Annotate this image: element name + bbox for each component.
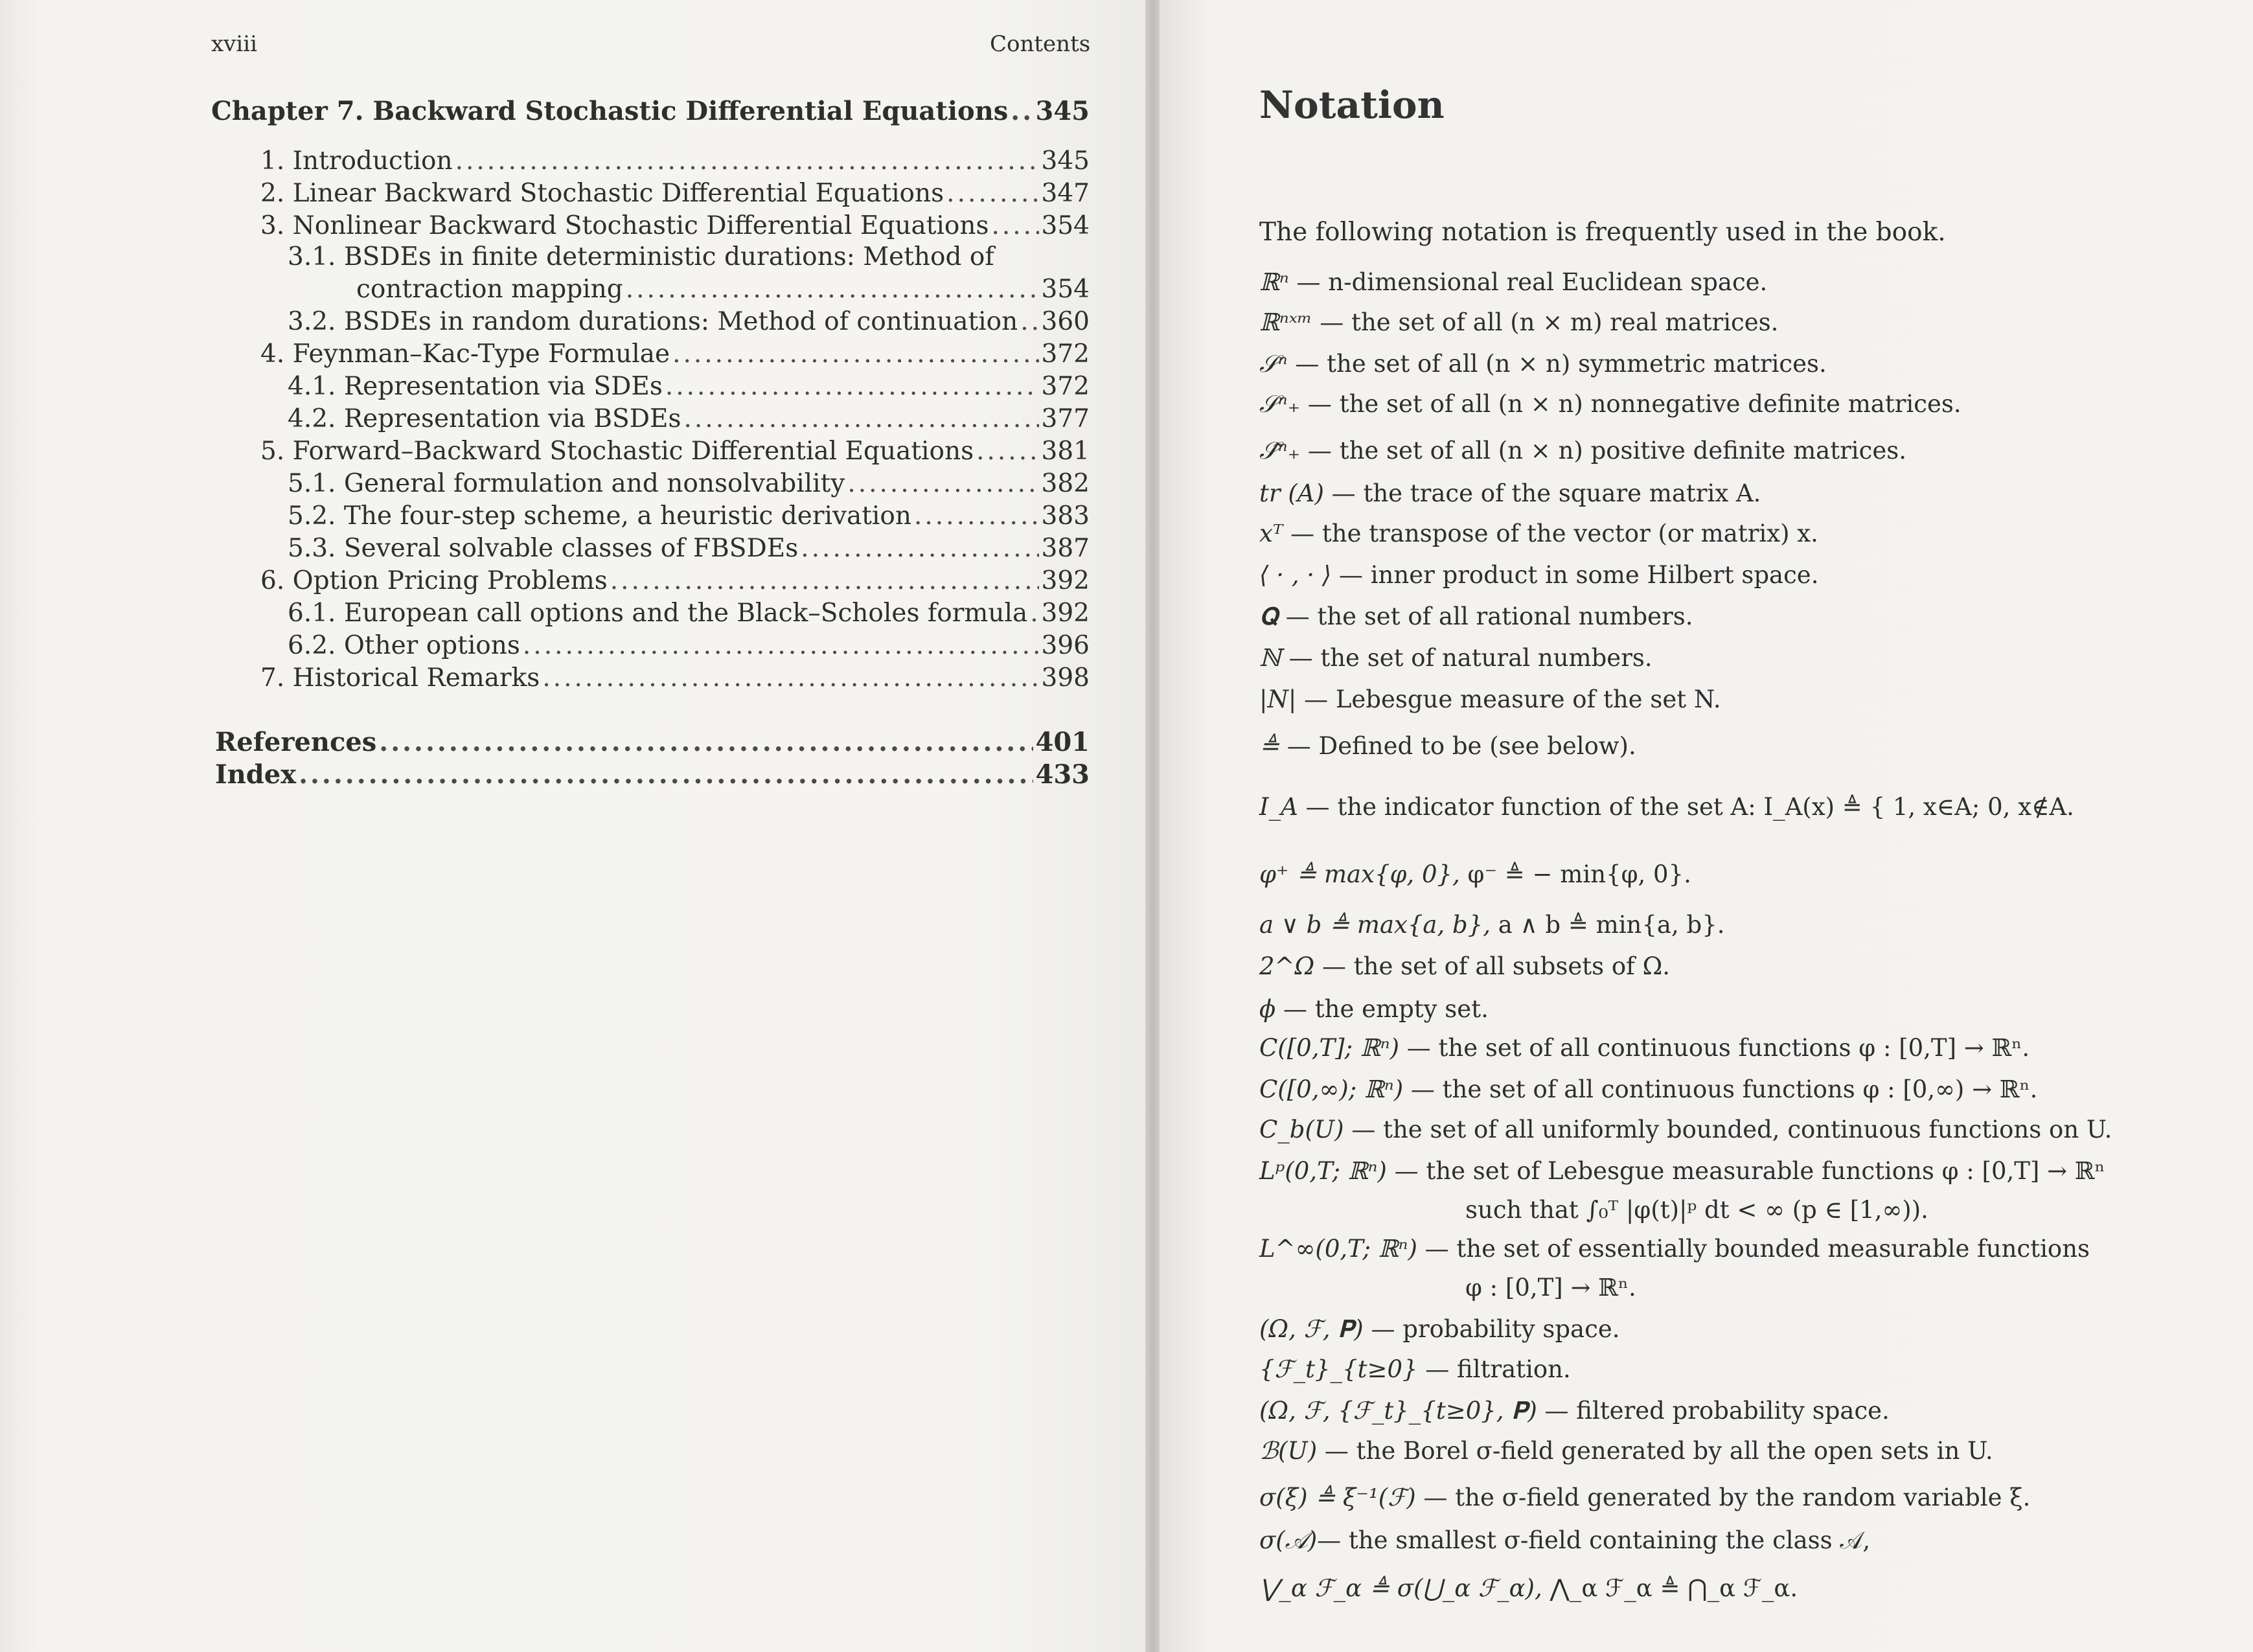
toc-entry: 5.2. The four-step scheme, a heuristic derivation ..... 383	[288, 501, 1090, 531]
notation-entry	[1259, 793, 2074, 821]
notation-symbol: 𝒮̂ⁿ₊	[1259, 437, 1301, 465]
toc-entry: 3.2. BSDEs in random durations: Method of continuation ..... 360	[288, 307, 1090, 336]
notation-entry	[1259, 308, 1778, 336]
notation-description: — the empty set.	[1275, 995, 1489, 1023]
toc-entry: 3. Nonlinear Backward Stochastic Differential Equations ..... 354	[260, 211, 1090, 240]
notation-description: — the set of natural numbers.	[1281, 644, 1653, 672]
notation-description: — the set of all (n × m) real matrices.	[1312, 308, 1779, 336]
notation-symbol: 𝒮ⁿ₊	[1259, 390, 1301, 418]
notation-symbol: ϕ	[1259, 995, 1276, 1023]
notation-entry	[1259, 1526, 1870, 1555]
notation-symbol: I_A	[1259, 793, 1298, 821]
notation-entry	[1259, 479, 1761, 507]
notation-entry	[1259, 1574, 1798, 1602]
toc-entry: 2. Linear Backward Stochastic Differential Equations ..... 347	[260, 179, 1090, 208]
toc-entry: 5.1. General formulation and nonsolvability ..... 382	[288, 469, 1090, 498]
toc-entry: 4. Feynman–Kac-Type Formulae ..... 372	[260, 339, 1090, 369]
notation-symbol: 𝒮ⁿ	[1259, 350, 1288, 378]
toc-references: References ..... 401	[215, 727, 1090, 757]
notation-symbol: ℝⁿˣᵐ	[1259, 308, 1312, 336]
notation-description: — the indicator function of the set A: I_A(x) ≜ { 1, x∈A; 0, x∉A.	[1298, 793, 2074, 821]
notation-description: — the trace of the square matrix A.	[1323, 479, 1761, 507]
notation-description: — Defined to be (see below).	[1279, 732, 1636, 760]
toc-entry: 4.1. Representation via SDEs ..... 372	[288, 372, 1090, 401]
notation-description: — the Borel σ-field generated by all the open sets in U.	[1317, 1437, 1993, 1465]
notation-symbol: ℬ(U)	[1259, 1437, 1318, 1465]
notation-description: — the set of all rational numbers.	[1277, 602, 1693, 630]
notation-description: — the set of all (n × n) positive definite matrices.	[1300, 437, 1906, 465]
notation-description: — the set of essentially bounded measurable functions	[1417, 1235, 2090, 1263]
notation-entry	[1259, 1484, 2030, 1511]
toc-chapter-7: Chapter 7. Backward Stochastic Differential Equations ..... 345	[211, 96, 1090, 126]
notation-symbol: 2^Ω	[1259, 952, 1315, 980]
notation-entry	[1259, 995, 1489, 1023]
notation-entry	[1465, 1196, 1928, 1224]
notation-entry	[1259, 1116, 2112, 1143]
notation-description: — the σ-field generated by the random variable ξ.	[1415, 1484, 2031, 1511]
notation-entry	[1259, 1315, 1619, 1344]
notation-description: — the set of all uniformly bounded, continuous functions on U.	[1344, 1116, 2112, 1143]
notation-symbol: C_b(U)	[1259, 1116, 1344, 1143]
notation-description: — Lebesgue measure of the set N.	[1296, 685, 1721, 713]
notation-symbol: σ(ξ) ≜ ξ⁻¹(ℱ)	[1259, 1484, 1416, 1511]
toc-entry: 7. Historical Remarks ..... 398	[260, 663, 1090, 693]
notation-entry	[1259, 911, 1725, 939]
notation-description: such that ∫₀ᵀ |φ(t)|ᵖ dt < ∞ (p ∈ [1,∞)).	[1465, 1196, 1928, 1224]
notation-entry	[1259, 350, 1827, 378]
notation-entry	[1259, 952, 1670, 980]
notation-description: — the set of all continuous functions φ : [0,∞) → ℝⁿ.	[1403, 1075, 2038, 1103]
notation-symbol: Lᵖ(0,T; ℝⁿ)	[1259, 1157, 1387, 1185]
notation-symbol: tr (A)	[1259, 479, 1324, 507]
notation-symbol: ⟨ · , · ⟩	[1259, 561, 1332, 589]
notation-symbol: φ⁺ ≜ max{φ, 0},	[1259, 860, 1460, 888]
notation-description: — n-dimensional real Euclidean space.	[1288, 268, 1768, 296]
toc-entry: 5. Forward–Backward Stochastic Differential Equations ..... 381	[260, 437, 1090, 466]
notation-symbol: σ(𝒜)	[1259, 1526, 1318, 1554]
toc-entry: 5.3. Several solvable classes of FBSDEs ..... 387	[288, 534, 1090, 563]
notation-symbol: ⋁_α ℱ_α ≜ σ(⋃_α ℱ_α),	[1259, 1574, 1542, 1602]
page-number: xviii	[211, 31, 258, 57]
notation-entry	[1259, 1397, 1890, 1425]
notation-entry	[1259, 602, 1693, 631]
notation-description: ⋀_α ℱ_α ≜ ⋂_α ℱ_α.	[1542, 1574, 1798, 1602]
notation-description: — the set of all (n × n) symmetric matrices.	[1287, 350, 1827, 378]
notation-description: a ∧ b ≜ min{a, b}.	[1491, 911, 1725, 939]
notation-symbol: C([0,∞); ℝⁿ)	[1259, 1075, 1404, 1103]
notation-description: — inner product in some Hilbert space.	[1331, 561, 1819, 589]
notation-intro: The following notation is frequently used in the book.	[1259, 218, 1946, 247]
notation-description: — filtered probability space.	[1537, 1397, 1890, 1425]
notation-symbol: L^∞(0,T; ℝⁿ)	[1259, 1235, 1417, 1263]
notation-symbol: a ∨ b ≜ max{a, b},	[1259, 911, 1491, 939]
notation-entry	[1259, 644, 1653, 672]
toc-entry: 6. Option Pricing Problems ..... 392	[260, 566, 1090, 595]
notation-symbol: (Ω, ℱ, {ℱ_t}_{t≥0}, 𝐏)	[1259, 1397, 1537, 1425]
notation-symbol: ℝⁿ	[1259, 268, 1289, 296]
toc-entry: 6.1. European call options and the Black–Scholes formula ..... 392	[288, 599, 1090, 628]
notation-symbol: ℕ	[1259, 644, 1281, 672]
notation-entry	[1259, 1355, 1571, 1383]
notation-symbol: ≜	[1259, 732, 1280, 760]
toc-index: Index ..... 433	[215, 759, 1090, 790]
notation-entry	[1259, 1235, 2090, 1263]
notation-description: — the set of Lebesgue measurable functions φ : [0,T] → ℝⁿ	[1386, 1157, 2105, 1185]
notation-description: — the smallest σ-field containing the class 𝒜,	[1317, 1526, 1871, 1554]
notation-symbol: (Ω, ℱ, 𝐏)	[1259, 1315, 1364, 1343]
notation-entry	[1259, 390, 1961, 419]
notation-entry	[1259, 1437, 1993, 1465]
notation-description: — the set of all continuous functions φ : [0,T] → ℝⁿ.	[1399, 1034, 2030, 1062]
notation-symbol: xᵀ	[1259, 520, 1283, 547]
toc-entry: 4.2. Representation via BSDEs ..... 377	[288, 404, 1090, 433]
toc-entry: 1. Introduction ..... 345	[260, 146, 1090, 176]
notation-symbol: |N|	[1259, 685, 1297, 713]
running-head: Contents	[990, 31, 1091, 57]
notation-symbol: C([0,T]; ℝⁿ)	[1259, 1034, 1400, 1062]
toc-entry: contraction mapping ..... 354	[356, 275, 1090, 304]
notation-symbol: {ℱ_t}_{t≥0}	[1259, 1355, 1418, 1383]
notation-entry	[1259, 437, 1906, 465]
notation-description: — the set of all (n × n) nonnegative definite matrices.	[1300, 390, 1961, 418]
notation-entry	[1259, 1157, 2105, 1185]
notation-description: — filtration.	[1417, 1355, 1571, 1383]
toc-entry: 6.2. Other options ..... 396	[288, 631, 1090, 660]
notation-entry	[1259, 732, 1636, 760]
notation-entry	[1259, 268, 1767, 296]
book-gutter	[1145, 0, 1160, 1652]
notation-entry	[1259, 561, 1818, 589]
notation-entry	[1259, 685, 1721, 713]
notation-entry	[1259, 860, 1691, 888]
notation-description: φ⁻ ≜ − min{φ, 0}.	[1459, 860, 1691, 888]
notation-description: — the set of all subsets of Ω.	[1314, 952, 1671, 980]
notation-symbol: 𝐐	[1259, 602, 1278, 630]
notation-entry	[1259, 1075, 2037, 1103]
page-title: Notation	[1259, 83, 1445, 127]
notation-entry	[1259, 1034, 2030, 1062]
notation-description: φ : [0,T] → ℝⁿ.	[1465, 1274, 1636, 1302]
notation-entry	[1465, 1274, 1636, 1302]
notation-description: — the transpose of the vector (or matrix) x.	[1283, 520, 1818, 547]
toc-entry: 3.1. BSDEs in finite deterministic durations: Method of	[288, 242, 994, 271]
notation-entry	[1259, 520, 1818, 547]
notation-description: — probability space.	[1363, 1315, 1620, 1343]
